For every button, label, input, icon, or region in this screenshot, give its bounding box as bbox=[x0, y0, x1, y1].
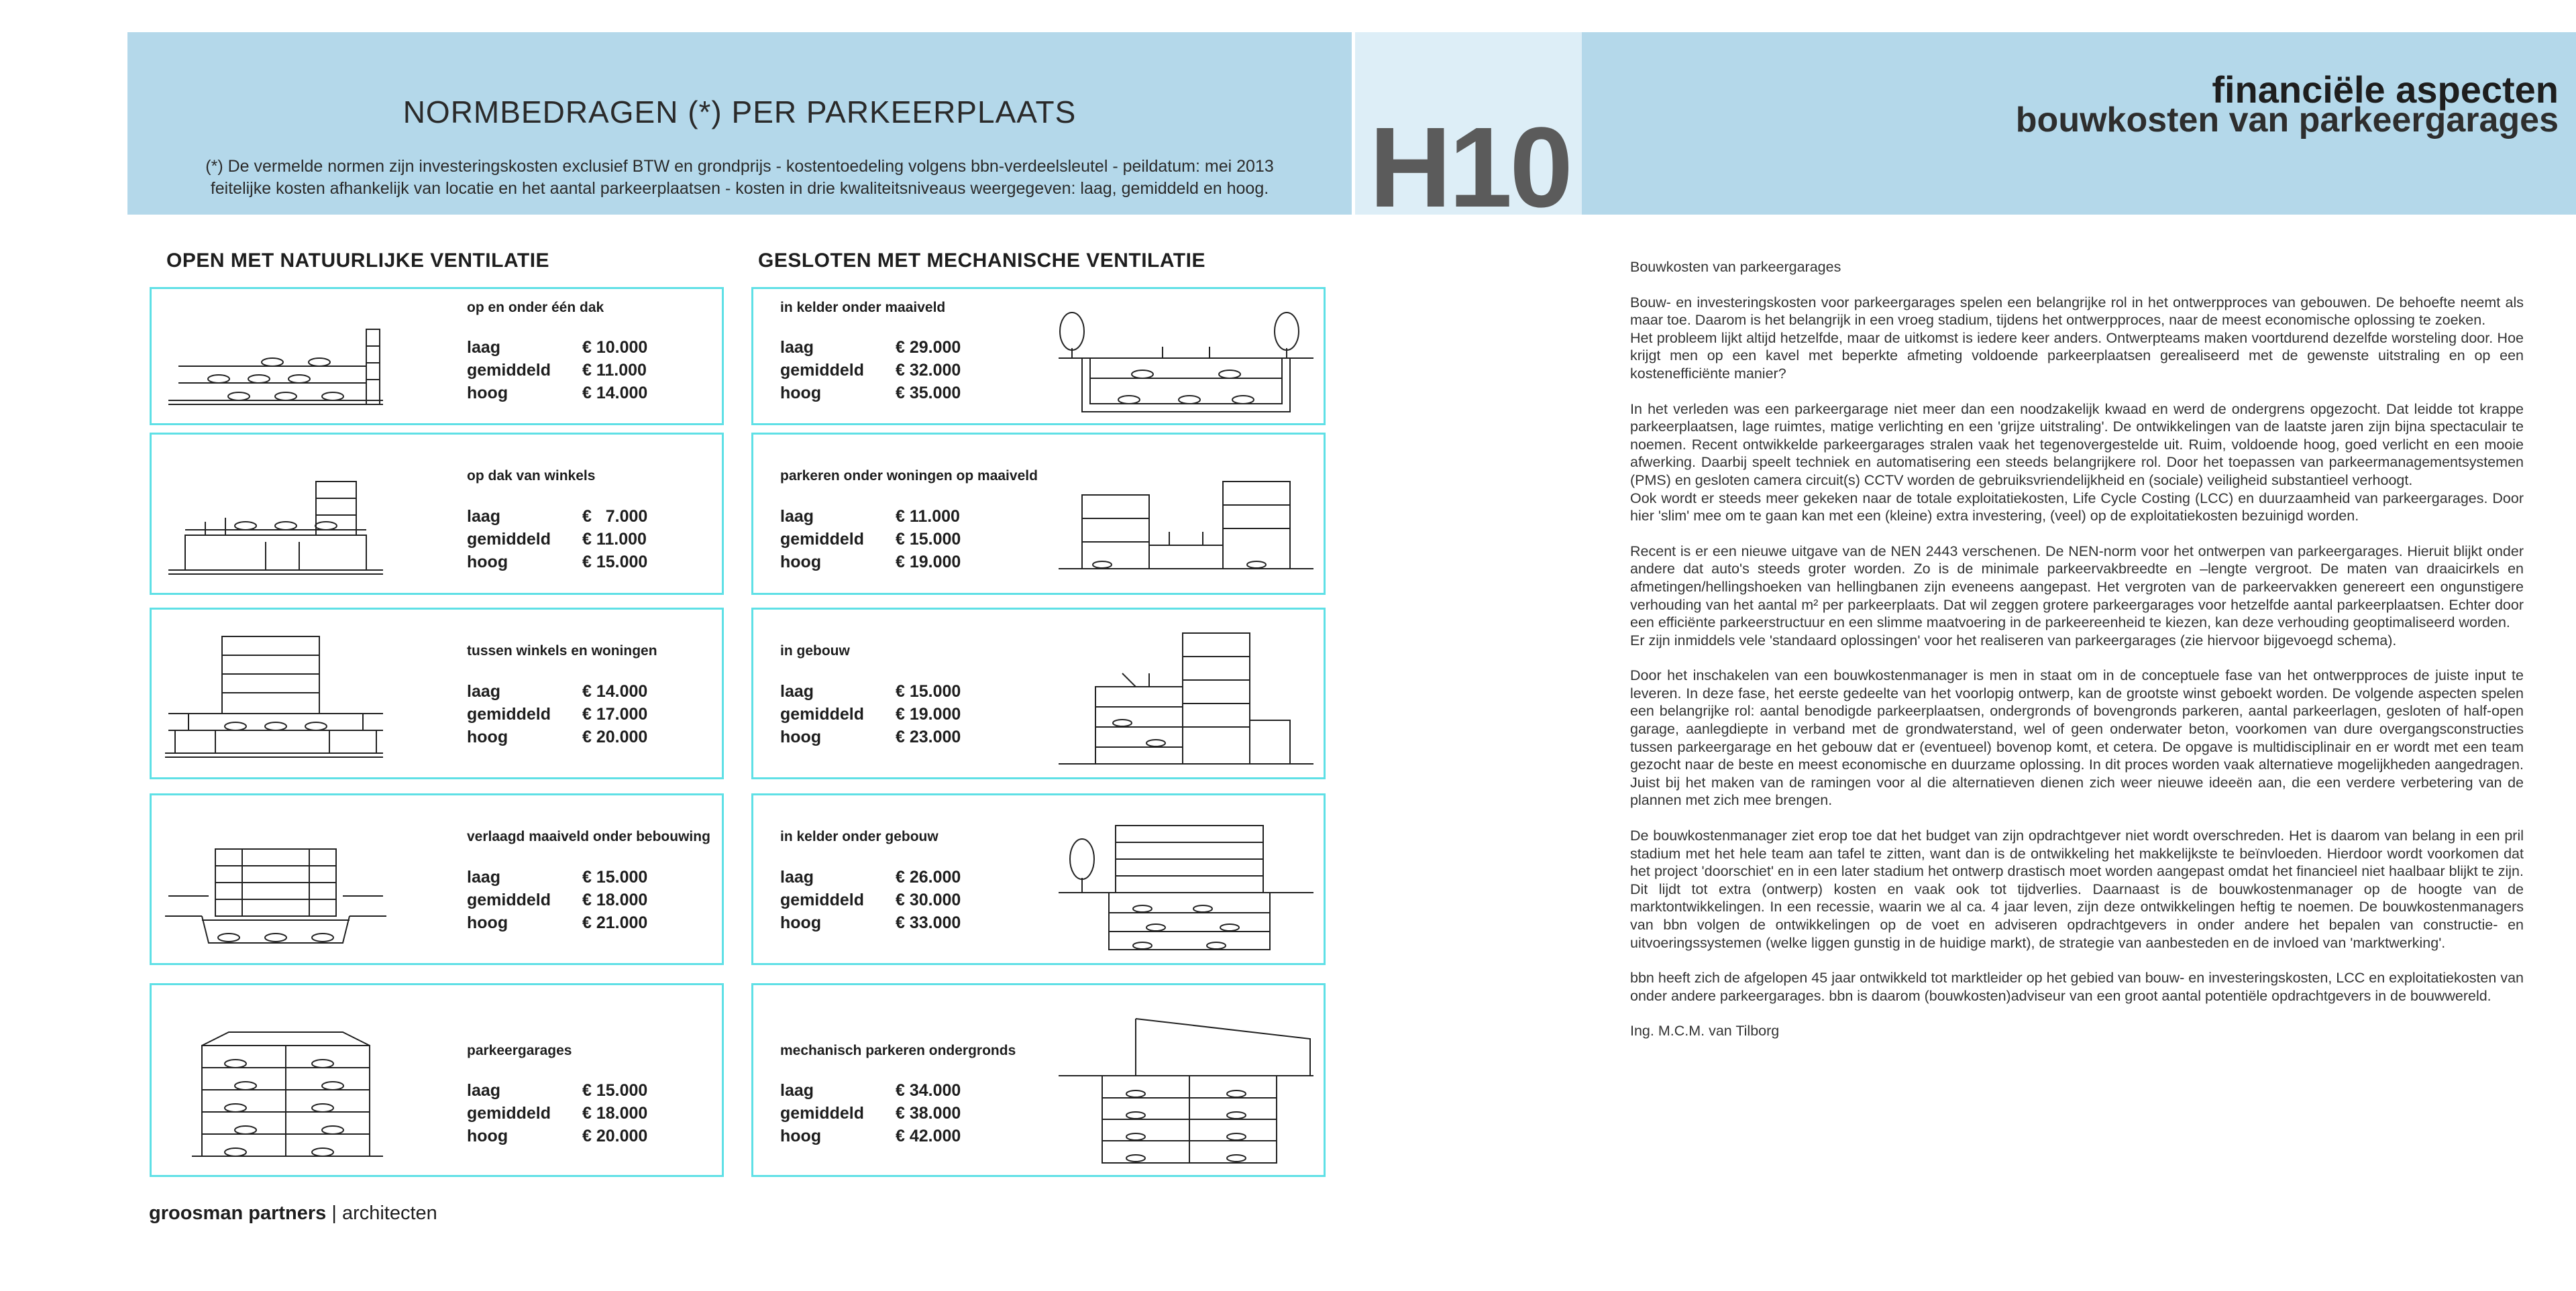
sketch-open-between-shops-and-homes bbox=[162, 623, 390, 774]
sketch-closed-under-homes bbox=[1055, 455, 1317, 589]
column-heading-open: OPEN MET NATUURLIJKE VENTILATIE bbox=[166, 249, 550, 272]
price-value-low: € 7.000 bbox=[582, 507, 648, 526]
price-value-high: € 35.000 bbox=[896, 384, 961, 402]
card-open-2 bbox=[150, 433, 724, 595]
price-value-mid: € 18.000 bbox=[582, 1104, 648, 1123]
price-label-mid: gemiddeld bbox=[467, 891, 551, 909]
card-caption: op en onder één dak bbox=[467, 300, 604, 315]
price-list bbox=[780, 336, 961, 404]
price-label-high: hoog bbox=[780, 553, 822, 571]
price-label-low: laag bbox=[467, 682, 501, 701]
price-label-mid: gemiddeld bbox=[467, 705, 551, 724]
footer-brand-name: groosman partners bbox=[149, 1202, 327, 1224]
card-open-4 bbox=[150, 793, 724, 965]
article-paragraph: Er zijn inmiddels vele 'standaard oplossingen' voor het realiseren van parkeergarages (zie hiervoor bijgevoegd schema). bbox=[1630, 632, 2397, 649]
price-label-high: hoog bbox=[780, 913, 822, 932]
sketch-closed-basement-below-ground bbox=[1055, 308, 1317, 422]
page-title: NORMBEDRAGEN (*) PER PARKEERPLAATS bbox=[402, 95, 1077, 129]
price-value-high: € 20.000 bbox=[582, 728, 648, 746]
price-value-mid: € 11.000 bbox=[582, 530, 647, 549]
card-caption: in gebouw bbox=[780, 643, 850, 659]
price-label-high: hoog bbox=[467, 384, 508, 402]
price-label-mid: gemiddeld bbox=[780, 891, 865, 909]
price-list bbox=[467, 680, 647, 748]
price-label-low: laag bbox=[780, 682, 814, 701]
price-label-mid: gemiddeld bbox=[780, 530, 865, 549]
price-label-low: laag bbox=[467, 338, 501, 357]
price-label-low: laag bbox=[780, 338, 814, 357]
article-signature: Ing. M.C.M. van Tilborg bbox=[1630, 1023, 1780, 1040]
price-list bbox=[780, 866, 961, 934]
price-label-mid: gemiddeld bbox=[780, 361, 865, 380]
article-paragraph: Recent is er een nieuwe uitgave van de NEN 2443 verschenen. De NEN-norm voor het ontwerpen van parkeergarages. Hieruit blijkt onder andere dat auto's steeds groter worden. Zo is de minimale parkeervakbreedte en –lengte vergroot. De maten van draaicirkels en afmetingen/hellingshoeken van hellingbanen zijn eveneens aangepast. Het vergroten van de parkeervakken genereert een ongunstigere verhouding van het aantal m² per parkeerplaats. Dat wil zeggen grotere parkeergarages voor hetzelfde aantal parkeerplaatsen. Echter door een efficiënte parkeerstructuur en een slimme maatvoering in de parkeereenheid te kiezen, kan deze verhouding geoptimaliseerd worden. bbox=[1630, 543, 2524, 631]
price-label-high: hoog bbox=[467, 1127, 508, 1145]
price-list bbox=[780, 505, 961, 573]
price-label-low: laag bbox=[467, 1081, 501, 1100]
card-caption: parkeren onder woningen op maaiveld bbox=[780, 468, 1038, 484]
footer-separator: | bbox=[326, 1202, 342, 1224]
article-paragraph: Het probleem lijkt altijd hetzelfde, maar de uitkomst is iedere keer anders. Ontwerpteams maken voortdurend dezelfde worsteling door. Hoe krijgt men op een kavel met beperkte afmeting voldoende parkeerplaatsen gerealiseerd met de gewenste uitstraling en op een kostenefficiënte manier? bbox=[1630, 329, 2524, 382]
card-caption: in kelder onder maaiveld bbox=[780, 300, 946, 315]
price-list bbox=[467, 866, 647, 934]
footer-brand bbox=[149, 1202, 437, 1225]
price-value-low: € 14.000 bbox=[582, 682, 648, 701]
sketch-open-roof-of-shops bbox=[165, 468, 386, 589]
price-label-mid: gemiddeld bbox=[780, 705, 865, 724]
article-paragraph: bbn heeft zich de afgelopen 45 jaar ontwikkeld tot marktleider op het gebied van bouw- en investeringskosten, LCC en exploitatiekosten van onder andere parkeergarages. bbn is daarom (bouwkosten)adviseur van een groot aantal potentiële opdrachtgevers in de bouwwereld. bbox=[1630, 970, 2524, 1004]
price-value-low: € 15.000 bbox=[582, 868, 648, 887]
price-label-mid: gemiddeld bbox=[467, 1104, 551, 1123]
price-value-mid: € 17.000 bbox=[582, 705, 648, 724]
card-closed-2 bbox=[751, 433, 1326, 595]
price-value-high: € 23.000 bbox=[896, 728, 961, 746]
card-closed-5 bbox=[751, 983, 1326, 1177]
card-closed-1 bbox=[751, 287, 1326, 425]
price-list bbox=[467, 505, 647, 573]
price-value-high: € 42.000 bbox=[896, 1127, 961, 1145]
card-closed-4 bbox=[751, 793, 1326, 965]
price-label-high: hoog bbox=[467, 553, 508, 571]
price-label-mid: gemiddeld bbox=[467, 530, 551, 549]
price-list bbox=[780, 1079, 961, 1147]
price-value-low: € 34.000 bbox=[896, 1081, 961, 1100]
price-value-low: € 15.000 bbox=[582, 1081, 648, 1100]
card-caption: tussen winkels en woningen bbox=[467, 643, 657, 659]
price-value-low: € 11.000 bbox=[896, 507, 960, 526]
price-label-mid: gemiddeld bbox=[780, 1104, 865, 1123]
price-label-mid: gemiddeld bbox=[467, 361, 551, 380]
sketch-closed-mechanical-underground bbox=[1055, 999, 1317, 1173]
price-label-high: hoog bbox=[780, 1127, 822, 1145]
price-label-low: laag bbox=[780, 507, 814, 526]
column-heading-closed: GESLOTEN MET MECHANISCHE VENTILATIE bbox=[758, 249, 1205, 272]
card-caption: verlaagd maaiveld onder bebouwing bbox=[467, 829, 710, 844]
card-open-5 bbox=[150, 983, 724, 1177]
article-paragraph: Door het inschakelen van een bouwkostenmanager is men in staat om in de conceptuele fase van het ontwerpproces de juiste input te leveren. In deze fase, het eerste gedeelte van het voorlopig ontwerp, kan de grootste winst geboekt worden. De volgende aspecten spelen een belangrijke rol: aantal benodigde parkeerplaatsen, ondergronds of bovengronds parkeren, aantal parkeerlagen, gesloten of half-open garage, aanlegdiepte in verband met de grondwaterstand, wel of geen onderwater beton, voorkomen van dure overgangsconstructies tussen parkeergarage en het gebouw dat er (eventueel) bovenop komt, et cetera. De opgave is multidisciplinair en er wordt met een team gezocht naar de beste en meest economische en duurzame oplossing. In dit proces worden vaak alternatieve mogelijkheden aangedragen. Juist bij het maken van de ramingen voor al die alternatieven dienen zich weer nieuwe ideeën aan, die een verdere verbetering van de plannen met zich mee brengen. bbox=[1630, 667, 2524, 809]
price-list bbox=[467, 1079, 647, 1147]
price-label-high: hoog bbox=[780, 384, 822, 402]
price-value-low: € 15.000 bbox=[896, 682, 961, 701]
price-value-high: € 33.000 bbox=[896, 913, 961, 932]
price-value-high: € 14.000 bbox=[582, 384, 648, 402]
page-note bbox=[127, 156, 1352, 200]
article-heading: Bouwkosten van parkeergarages bbox=[1630, 259, 1841, 275]
card-caption: parkeergarages bbox=[467, 1043, 572, 1058]
sketch-open-lowered-ground-level bbox=[162, 836, 390, 960]
card-open-1 bbox=[150, 287, 724, 425]
sketch-open-parking-garages bbox=[189, 1025, 390, 1170]
article-paragraph: Ook wordt er steeds meer gekeken naar de totale exploitatiekosten, Life Cycle Costing (LCC) en duurzaamheid van parkeergarages. Door hier 'slim' mee om te gaan kan met een (kleine) extra investering, (veel) op de exploitatiekosten bezuinigd worden. bbox=[1630, 490, 2524, 524]
price-value-mid: € 15.000 bbox=[896, 530, 961, 549]
price-value-mid: € 32.000 bbox=[896, 361, 961, 380]
price-value-mid: € 30.000 bbox=[896, 891, 961, 909]
card-open-3 bbox=[150, 608, 724, 779]
sketch-open-under-one-roof bbox=[165, 316, 386, 416]
article-paragraph: Bouw- en investeringskosten voor parkeergarages spelen een belangrijke rol in het ontwerpproces van gebouwen. De behoefte neemt als maar toe. Daarom is het belangrijk in een vroeg stadium, tijdens het ontwerpproces, naar de meest economische oplossing te zoeken. bbox=[1630, 294, 2524, 329]
price-value-mid: € 38.000 bbox=[896, 1104, 961, 1123]
price-label-high: hoog bbox=[780, 728, 822, 746]
price-value-low: € 10.000 bbox=[582, 338, 648, 357]
sketch-closed-in-building bbox=[1055, 620, 1317, 774]
sketch-closed-basement-under-building bbox=[1055, 812, 1317, 960]
section-title: financiële aspecten bbox=[2212, 68, 2559, 111]
article-body bbox=[1630, 258, 2524, 1058]
price-value-mid: € 11.000 bbox=[582, 361, 647, 380]
article-paragraph: De bouwkostenmanager ziet erop toe dat het budget van zijn opdrachtgever niet wordt overschreden. Het is daarom van belang in een pril stadium met het hele team aan tafel te zitten, want dan is de ontwikkeling het makkelijkste te beïnvloeden. Hierdoor wordt voorkomen dat het project 'doorschiet' en in een later stadium het ontwerp drastisch moet worden aangepast omdat het financieel niet haalbaar blijkt te zijn. Dit lijdt tot extra (ontwerp) kosten en vaak ook tot tijdverlies. Daarnaast is de bouwkostenmanager op de hoogte van de marktontwikkelingen. In een recessie, waarin we al ca. 4 jaar leven, zijn deze ontwikkelingen heftig te noemen. De bouwkostenmanagers van bbn volgen de ontwikkelingen op de voet en adviseren opdrachtgevers in onder andere het bepalen van constructie- en uitvoeringssystemen (welke liggen gunstig in de huidige markt), de strategie van aanbesteden en de invloed van 'marktwerking'. bbox=[1630, 828, 2524, 951]
price-value-low: € 29.000 bbox=[896, 338, 961, 357]
card-caption: op dak van winkels bbox=[467, 468, 596, 484]
page-note-line-2: feitelijke kosten afhankelijk van locatie en het aantal parkeerplaatsen - kosten in drie kwaliteitsniveaus weergegeven: laag, gemiddeld en hoog. bbox=[210, 179, 1269, 198]
article-paragraph: In het verleden was een parkeergarage niet meer dan een noodzakelijk kwaad en werd de ondergrens opgezocht. Dat leidde tot krappe parkeerplaatsen, lage ruimtes, matige verlichting en een 'grijze uitstraling'. De ontwikkelingen van de laatste jaren zijn bijna spectaculair te noemen. Recent ontwikkelde parkeergarages stralen vaak het tegenovergestelde uit. Ruim, voldoende hoog, goed verlicht en een mooie afwerking. Daarbij speelt techniek en automatisering een steeds belangrijkere rol. Door het toepassen van parkeermanagementsystemen (PMS) en gesloten camera circuit(s) CCTV worden de gebruiksvriendelijkheid en (sociale) veiligheid substantieel verhoogt. bbox=[1630, 400, 2524, 488]
price-value-high: € 15.000 bbox=[582, 553, 648, 571]
section-subtitle: bouwkosten van parkeergarages bbox=[2015, 101, 2559, 139]
card-caption: in kelder onder gebouw bbox=[780, 829, 938, 844]
chapter-number: H10 bbox=[1369, 104, 1570, 231]
page-note-line-1: (*) De vermelde normen zijn investeringskosten exclusief BTW en grondprijs - kostentoedeling volgens bbn-verdeelsleutel - peildatum: mei 2013 bbox=[205, 157, 1274, 176]
price-value-low: € 26.000 bbox=[896, 868, 961, 887]
card-caption: mechanisch parkeren ondergronds bbox=[780, 1043, 1016, 1058]
price-label-high: hoog bbox=[467, 728, 508, 746]
price-label-low: laag bbox=[780, 868, 814, 887]
price-value-high: € 20.000 bbox=[582, 1127, 648, 1145]
card-closed-3 bbox=[751, 608, 1326, 779]
price-label-high: hoog bbox=[467, 913, 508, 932]
footer-brand-suffix: architecten bbox=[341, 1202, 437, 1224]
price-label-low: laag bbox=[780, 1081, 814, 1100]
price-value-high: € 21.000 bbox=[582, 913, 648, 932]
price-list bbox=[467, 336, 647, 404]
price-label-low: laag bbox=[467, 507, 501, 526]
price-list bbox=[780, 680, 961, 748]
price-value-mid: € 19.000 bbox=[896, 705, 961, 724]
price-value-mid: € 18.000 bbox=[582, 891, 648, 909]
price-label-low: laag bbox=[467, 868, 501, 887]
price-value-high: € 19.000 bbox=[896, 553, 961, 571]
